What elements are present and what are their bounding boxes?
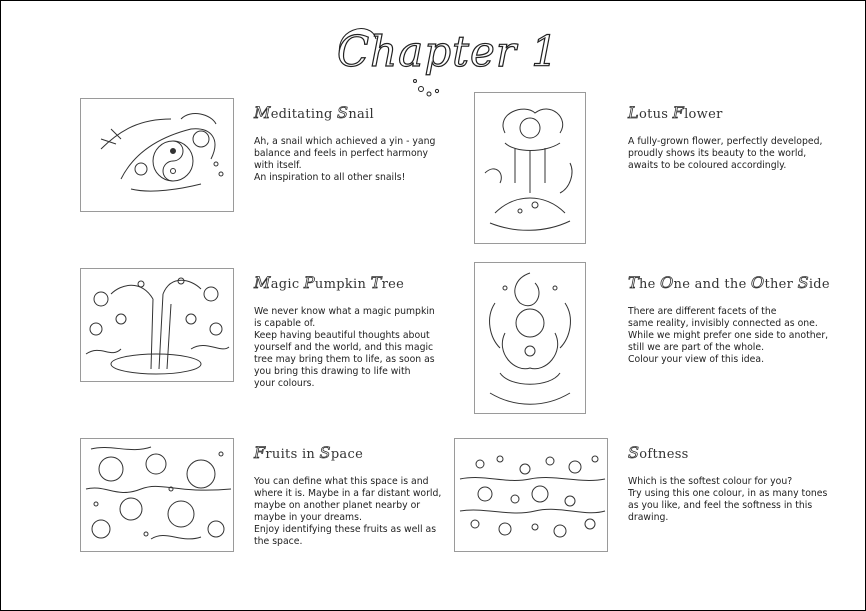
lotus-flower-drawing — [474, 92, 586, 244]
magic-pumpkin-tree-description: We never know what a magic pumpkin is capable of. Keep having beautiful thoughts about yourself and the world, and this magic tree may bring them to life, as soon as you bring this drawing to life with your colours. — [254, 306, 435, 389]
meditating-snail-title: Meditating Snail — [254, 103, 374, 122]
softness-drawing — [454, 438, 608, 552]
magic-pumpkin-tree-title: Magic Pumpkin Tree — [254, 273, 405, 292]
meditating-snail-text — [254, 103, 454, 184]
chapter-title: Chapter 1 — [337, 27, 559, 76]
lotus-flower-text — [628, 103, 838, 172]
fruits-in-space-text — [254, 443, 454, 548]
one-and-other-side-text — [628, 273, 843, 366]
meditating-snail-drawing — [80, 98, 234, 212]
lotus-flower-title: Lotus Flower — [628, 103, 723, 122]
fruits-in-space-title: Fruits in Space — [254, 443, 364, 462]
one-and-other-side-drawing — [474, 262, 586, 414]
chapter-heading — [331, 19, 559, 99]
magic-pumpkin-tree-text — [254, 273, 454, 390]
meditating-snail-description: Ah, a snail which achieved a yin - yang balance and feels in perfect harmony with itself. An inspiration to all other snails! — [254, 136, 436, 183]
lotus-flower-description: A fully-grown flower, perfectly developed, proudly shows its beauty to the world, awaits to be coloured accordingly. — [628, 136, 823, 171]
fruits-in-space-drawing — [80, 438, 234, 552]
softness-title: Softness — [628, 443, 689, 462]
softness-text — [628, 443, 843, 524]
one-and-other-side-description: There are different facets of the same reality, invisibly connected as one. While we might prefer one side to another, still we are part of the whole. Colour your view of this idea. — [628, 306, 829, 365]
magic-pumpkin-tree-drawing — [80, 268, 234, 382]
one-and-other-side-title: The One and the Other Side — [628, 273, 830, 292]
softness-description: Which is the softest colour for you? Try using this one colour, in as many tones as you like, and feel the softness in this drawing. — [628, 476, 828, 523]
fruits-in-space-description: You can define what this space is and where it is. Maybe in a far distant world, maybe on another planet nearby or maybe in your dreams. Enjoy identifying these fruits as well as the space. — [254, 476, 442, 547]
